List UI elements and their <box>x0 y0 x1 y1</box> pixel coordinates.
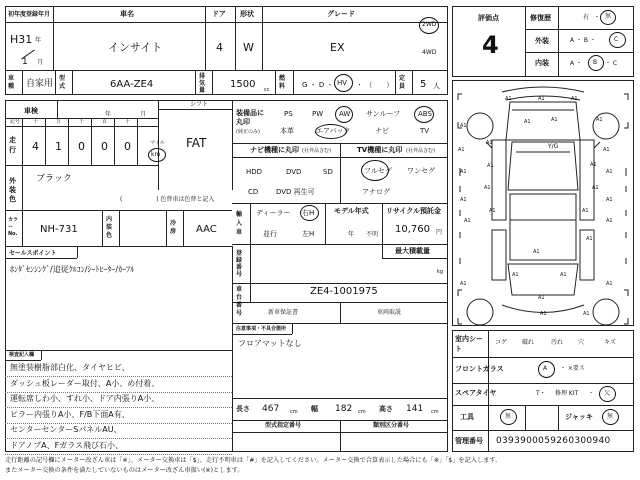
equipment-item: TV <box>420 127 430 135</box>
spare-none: 欠 <box>604 390 611 397</box>
length-unit: cm <box>290 409 298 415</box>
tv-item: フルセグ <box>364 167 392 175</box>
diagram-damage-label: A1 <box>533 249 540 255</box>
length-value: 467 <box>262 404 280 414</box>
diagram-damage-label: A1 <box>505 96 512 102</box>
equipment-item: サンルーフ <box>366 110 401 118</box>
shape-label: 形状 <box>240 10 254 18</box>
unit-km: km <box>151 151 161 158</box>
grade-label: グレード <box>327 10 355 18</box>
warranty-new-car: 新車保証書 <box>268 309 299 316</box>
unit-mile: マイル <box>150 140 165 146</box>
manage-label: 管理番号 <box>455 437 483 445</box>
tools-value: 無 <box>505 413 512 420</box>
color-code: NH-731 <box>40 224 78 235</box>
spare-t: T・ <box>536 390 546 397</box>
recycle-unit: 円 <box>436 229 443 236</box>
fuel-label: 燃料 <box>279 75 286 90</box>
jack-value: 無 <box>607 413 614 420</box>
digit-label: 十 <box>125 119 131 125</box>
front-glass-label: フロントガラス <box>455 365 504 373</box>
front-glass-value: A <box>543 365 548 372</box>
tv-title: TV機種に丸印 <box>357 146 403 154</box>
model: 6AA-ZE4 <box>110 79 154 90</box>
digit-divider <box>22 118 23 165</box>
equipment-item: 本革 <box>280 127 294 135</box>
diagram-damage-label: A1 <box>592 185 599 191</box>
sales-label: セールスポイント <box>9 250 57 257</box>
mileage-digit: 0 <box>124 140 131 153</box>
first-reg-year: H31 <box>10 33 33 46</box>
inspector-rule <box>5 454 232 455</box>
repair-yes: 有 <box>583 14 590 21</box>
width-label: 幅 <box>311 405 318 413</box>
doors: 4 <box>216 41 223 54</box>
exterior-label: 外装 <box>535 37 549 45</box>
length-label: 長さ <box>236 405 250 413</box>
diagram-damage-label: A1 <box>486 140 493 146</box>
chassis-label: 車台番号 <box>236 286 243 317</box>
mileage-digit: 0 <box>78 140 85 153</box>
import-right: 右H <box>302 209 315 217</box>
tv-note: (社外品含む) <box>406 148 435 154</box>
repair-no: 無 <box>605 13 612 20</box>
diagram-damage-label: A1 <box>551 117 558 123</box>
import-dealer: ディーラー <box>256 209 291 217</box>
warranty-manual: 車両取説 <box>377 309 402 316</box>
mileage-digit: 4 <box>32 140 39 153</box>
interior-a: A ・ <box>570 60 583 67</box>
model-year-unknown: 不明 <box>366 231 379 238</box>
seat-item: キズ <box>604 339 616 346</box>
first-reg-year-suffix: 年 <box>35 37 42 44</box>
diagram-damage-label: A1 <box>484 185 491 191</box>
diagram-damage-label: A1 <box>540 311 547 317</box>
footer-line2: またメーター交換の条件を満たしていないものはメーター改ざん車扱い(※)とします。 <box>5 467 244 474</box>
equipment-item: ナビ <box>375 127 389 135</box>
usage: 自家用 <box>26 79 54 89</box>
repair-dot: ・ <box>594 14 601 21</box>
car-diagram <box>452 80 634 326</box>
seat-item: 穴 <box>578 339 585 346</box>
diagram-damage-label: A1 <box>571 96 578 102</box>
diagram-damage-label: A1 <box>582 208 589 214</box>
diagram-damage-label: A1 <box>460 123 467 129</box>
diagram-damage-label: A1 <box>606 197 613 203</box>
grade: EX <box>330 41 345 54</box>
interior-color-label: 内装色 <box>106 216 113 239</box>
inspector-label: 検査記入欄 <box>9 352 35 358</box>
capacity: 5 <box>420 79 427 90</box>
type-label: 型式指定番号 <box>265 422 302 429</box>
inspector-line: 運転席しわ小、すれ小、ドア内張りA小、 <box>10 394 160 403</box>
interior-label: 内装 <box>535 59 549 67</box>
equipment-item: エアバック <box>316 127 351 135</box>
navi-note: (社外品含む) <box>302 148 331 154</box>
fuel-rest: ・ （ ） <box>356 81 394 89</box>
diagram-damage-label: A1 <box>590 162 597 168</box>
diagram-damage-label: A1 <box>458 147 465 153</box>
first-reg-month: 1 <box>22 57 28 67</box>
first-reg-label: 初年度登録年月 <box>8 11 51 18</box>
notes-text: フロアマットなし <box>238 339 302 348</box>
digit-divider <box>45 118 46 165</box>
inspector-rule <box>5 376 232 377</box>
repair-label: 修復歴 <box>530 14 551 22</box>
mileage-label: 走行 <box>9 136 16 154</box>
equipment-item: PW <box>312 110 324 118</box>
navi-item: HDD <box>246 168 263 176</box>
inspection-year: 年 <box>105 111 112 118</box>
inspector-rule <box>5 438 232 439</box>
mileage-digit: 0 <box>101 140 108 153</box>
diagram-damage-label: A1 <box>460 197 467 203</box>
navi-item: CD <box>248 188 259 196</box>
height-label: 高さ <box>379 405 393 413</box>
seat-label: 室内シート <box>455 335 483 353</box>
model-year-label: モデル年式 <box>334 207 369 215</box>
model-year-year: 年 <box>348 231 355 238</box>
digit-label: 百 <box>102 119 108 125</box>
recycle-value: 10,760 <box>395 224 430 235</box>
inspector-line: センターセンターSパネルAU、 <box>10 425 122 434</box>
tv-item: ワンセグ <box>407 167 435 175</box>
spare-label: スペアタイヤ <box>455 389 497 397</box>
navi-title: ナビ機種に丸印 <box>250 146 299 154</box>
diagram-damage-label: A1 <box>606 218 613 224</box>
door-label: ドア <box>212 10 226 18</box>
registration-label: 登録番号 <box>236 250 243 278</box>
inspector-rule <box>5 407 232 408</box>
navi-item: SD <box>323 168 333 176</box>
notes-label: 注意事項・不具合箇所 <box>236 326 287 332</box>
seat-item: コゲ <box>495 339 508 346</box>
diagram-damage-label: A1 <box>538 96 545 102</box>
diagram-damage-label: A1 <box>583 311 590 317</box>
diagram-damage-label: A1 <box>460 281 467 287</box>
sales-text: ﾎﾝﾀﾞｾﾝｼﾝｸﾞ/追従ｸﾙｺﾝ/ｼｰﾄﾋｰﾀｰ/ｶｰﾌﾙ <box>10 265 135 274</box>
displacement: 1500 <box>230 79 256 90</box>
diagram-damage-label: A1 <box>603 147 610 153</box>
digit-divider <box>137 118 138 165</box>
diagram-damage-label: A1 <box>560 272 567 278</box>
diagram-damage-label: A1 <box>596 117 603 123</box>
load-label: 最大積載量 <box>395 247 430 255</box>
diagram-damage-label: A1 <box>524 119 531 125</box>
jack-label: ジャッキ <box>565 413 593 421</box>
digit-label: 十 <box>33 119 39 125</box>
front-glass-suffix: ・ ×要ス <box>560 365 585 372</box>
displacement-label: 排気量 <box>199 73 206 94</box>
equipment-item: AW <box>339 110 351 118</box>
chassis-value: ZE4-1001975 <box>310 286 378 297</box>
height-value: 141 <box>406 404 424 414</box>
inspection-label: 車検 <box>24 107 38 115</box>
capacity-label: 定員 <box>399 75 406 90</box>
exterior-value: C <box>614 36 619 43</box>
spare-dot: ・ <box>588 390 595 397</box>
diagram-damage-label: A1 <box>487 163 494 169</box>
digit-label: 記号 <box>10 119 21 125</box>
recycle-label: リサイクル預託金 <box>386 207 442 215</box>
seat-item: 汚れ <box>551 339 564 346</box>
header-label-bar <box>5 6 448 23</box>
rating-score: 4 <box>482 31 499 59</box>
shift-label: シフト <box>190 101 209 108</box>
exterior-scale: A ・ B ・ <box>570 37 596 44</box>
cc-unit: cc <box>264 87 270 93</box>
diagram-damage-label: A1 <box>606 281 613 287</box>
class-label: 類別区分番号 <box>373 422 410 429</box>
color-label: 外装色 <box>9 177 16 203</box>
model-label: 型式 <box>59 75 66 90</box>
digit-label: 万 <box>56 119 62 125</box>
import-parallel: 並行 <box>263 230 277 238</box>
drive-2wd: 2WD <box>422 21 437 28</box>
capacity-unit: 人 <box>433 82 440 90</box>
fuel-hv: HV <box>337 79 348 87</box>
diagram-damage-label: A1 <box>606 169 613 175</box>
usage-label: 車種 <box>8 75 15 90</box>
inspector-line: ドアノブA、Fガラス飛び石小、 <box>10 440 123 450</box>
footer-line1: 走行距離の記号欄にメーター改ざん車は「※」、メーター交換車は「$」、走行不明車は「#」を記入してください。メーター交換で合算表示した場合にも「※」「$」を記入します。 <box>5 457 502 464</box>
navi-item: DVD 再生可 <box>276 188 315 196</box>
equipment-item: PS <box>284 110 293 118</box>
equipment-title: 装備品に丸印 <box>236 109 264 126</box>
first-reg-month-suffix: 月 <box>37 59 44 66</box>
load-unit: kg <box>437 269 444 275</box>
rating-label: 評価点 <box>478 14 499 22</box>
inspector-rule <box>5 392 232 393</box>
interior-value: B <box>593 59 598 66</box>
diagram-damage-label: A1 <box>512 272 519 278</box>
mileage-digit: 1 <box>55 140 62 153</box>
aircon-label: 冷房 <box>170 220 177 235</box>
color-code-label: カラーNo. <box>8 217 19 237</box>
height-unit: cm <box>431 409 439 415</box>
width-value: 182 <box>335 404 353 414</box>
digit-divider <box>114 118 115 165</box>
navi-item: DVD <box>286 168 302 176</box>
tools-label: 工具 <box>460 413 474 421</box>
digit-label: 千 <box>79 119 85 125</box>
seat-item: 破れ <box>522 339 535 346</box>
import-label: 輸入車 <box>236 211 243 236</box>
inspector-line: ダッシュ板レーダー取付、A小、め付着、 <box>10 378 160 388</box>
digit-divider <box>68 118 69 165</box>
car-name: インサイト <box>108 41 163 54</box>
equipment-item: ABS <box>418 110 432 118</box>
fuel-options: G ・ D ・ <box>302 81 334 89</box>
interior-c: ・ C <box>605 60 618 67</box>
shape: W <box>243 41 254 54</box>
diagram-damage-label: A1 <box>464 218 471 224</box>
diagram-damage-label: A1 <box>586 236 593 242</box>
inspector-line: 無塗装樹脂部白化、タイヤヒビ、 <box>10 363 130 372</box>
diagram-damage-label: A1 <box>489 208 496 214</box>
manage-value: 0393900059260300940 <box>496 436 611 446</box>
diagram-damage-label: A1 <box>538 295 545 301</box>
color-value: ブラック <box>36 174 72 184</box>
tv-item: アナログ <box>362 188 390 196</box>
digit-divider <box>91 118 92 165</box>
aircon: AAC <box>196 224 217 235</box>
inspection-month: 月 <box>140 111 147 118</box>
inspector-line: ピラー内張りA小、F/B下面A有、 <box>10 409 130 419</box>
car-name-label: 車名 <box>120 10 134 18</box>
inspector-rule <box>5 423 232 424</box>
color-note: ( ) 色替車は色替と記入 <box>120 196 215 203</box>
width-unit: cm <box>358 409 366 415</box>
diagram-mark: Y/G <box>548 143 559 150</box>
drive-4wd: 4WD <box>422 49 437 56</box>
import-left: 左H <box>302 230 315 238</box>
spare-kit: 修理 KIT <box>555 390 579 397</box>
shift: FAT <box>186 136 207 150</box>
equipment-subtitle: (純正のみ) <box>236 129 260 135</box>
diagram-damage-label: A1 <box>460 169 467 175</box>
